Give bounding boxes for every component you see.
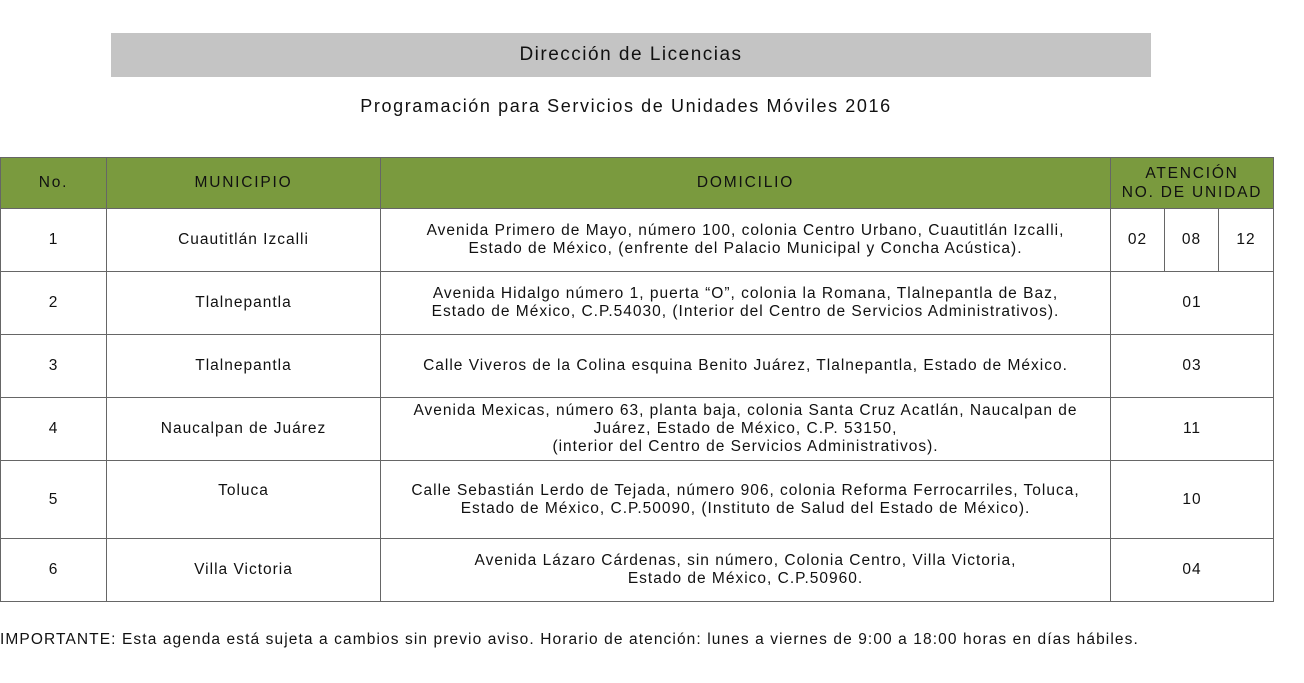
page-title-bar	[111, 33, 1151, 77]
column-header-atencion-line2: NO. DE UNIDAD	[1121, 184, 1263, 201]
municipio-cell: Cuautitlán Izcalli	[107, 209, 381, 272]
column-header-atencion	[1111, 158, 1274, 209]
table-row	[1, 209, 1274, 272]
address-line: Avenida Primero de Mayo, número 100, colonia Centro Urbano, Cuautitlán Izcalli,	[426, 222, 1065, 239]
unit-number-cell: 08	[1165, 209, 1219, 272]
domicilio-cell	[381, 461, 1111, 539]
address-line: Avenida Lázaro Cárdenas, sin número, Colonia Centro, Villa Victoria,	[474, 552, 1017, 569]
unit-number-cell: 10	[1111, 461, 1274, 539]
column-header-domicilio: DOMICILIO	[381, 158, 1111, 209]
footnote: IMPORTANTE: Esta agenda está sujeta a cambios sin previo aviso. Horario de atención: lunes a viernes de 9:00 a 18:00 horas en días hábiles.	[0, 631, 1139, 648]
row-number: 3	[1, 335, 107, 398]
domicilio-cell	[381, 335, 1111, 398]
address-line: Juárez, Estado de México, C.P. 53150,	[593, 420, 898, 437]
table-row	[1, 539, 1274, 602]
address-line: Estado de México, C.P.54030, (Interior del Centro de Servicios Administrativos).	[431, 303, 1060, 320]
row-number: 4	[1, 398, 107, 461]
address-line: (interior del Centro de Servicios Administrativos).	[552, 438, 939, 455]
column-header-municipio: MUNICIPIO	[107, 158, 381, 209]
municipio-cell: Villa Victoria	[107, 539, 381, 602]
row-number: 2	[1, 272, 107, 335]
table-header-row	[1, 158, 1274, 209]
address-line: Estado de México, (enfrente del Palacio Municipal y Concha Acústica).	[468, 240, 1023, 257]
column-header-no: No.	[1, 158, 107, 209]
row-number: 6	[1, 539, 107, 602]
table-row	[1, 398, 1274, 461]
table-row	[1, 461, 1274, 539]
unit-number-cell: 11	[1111, 398, 1274, 461]
unit-number-cell: 03	[1111, 335, 1274, 398]
column-header-atencion-line1: ATENCIÓN	[1145, 165, 1239, 182]
schedule-table	[0, 157, 1274, 602]
municipio-cell: Naucalpan de Juárez	[107, 398, 381, 461]
page-subtitle: Programación para Servicios de Unidades Móviles 2016	[360, 96, 892, 116]
domicilio-cell	[381, 209, 1111, 272]
municipio-label: Toluca	[218, 481, 269, 499]
municipio-cell	[107, 461, 381, 539]
municipio-cell: Tlalnepantla	[107, 335, 381, 398]
unit-number-cell: 02	[1111, 209, 1165, 272]
table-row	[1, 335, 1274, 398]
unit-number-cell: 12	[1219, 209, 1274, 272]
page-title: Dirección de Licencias	[519, 44, 743, 65]
table-row	[1, 272, 1274, 335]
unit-number-cell: 01	[1111, 272, 1274, 335]
municipio-cell: Tlalnepantla	[107, 272, 381, 335]
address-line: Estado de México, C.P.50960.	[627, 570, 864, 587]
domicilio-cell	[381, 398, 1111, 461]
domicilio-cell	[381, 272, 1111, 335]
row-number: 1	[1, 209, 107, 272]
address-line: Avenida Mexicas, número 63, planta baja, colonia Santa Cruz Acatlán, Naucalpan de	[413, 402, 1078, 419]
address-line: Estado de México, C.P.50090, (Instituto de Salud del Estado de México).	[460, 499, 1031, 517]
row-number: 5	[1, 461, 107, 539]
address-line: Calle Viveros de la Colina esquina Benito Juárez, Tlalnepantla, Estado de México.	[423, 357, 1068, 374]
address-line: Avenida Hidalgo número 1, puerta “O”, colonia la Romana, Tlalnepantla de Baz,	[432, 285, 1059, 302]
address-line: Calle Sebastián Lerdo de Tejada, número 906, colonia Reforma Ferrocarriles, Toluca,	[411, 481, 1080, 499]
domicilio-cell	[381, 539, 1111, 602]
unit-number-cell: 04	[1111, 539, 1274, 602]
